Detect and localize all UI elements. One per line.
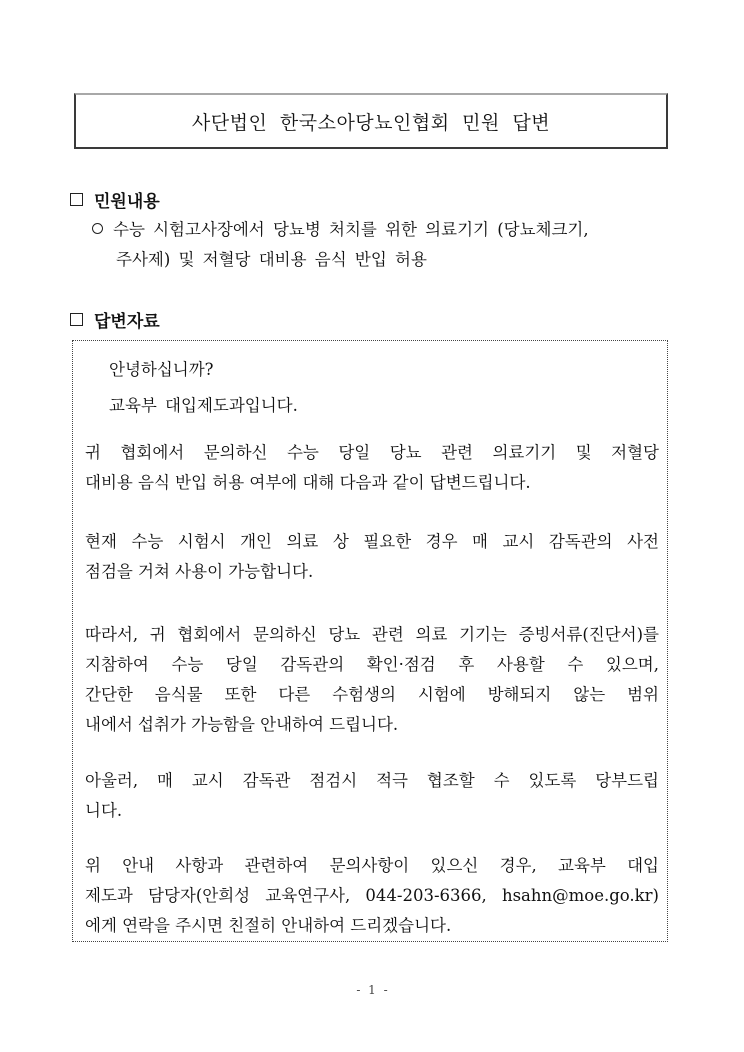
document-title: 사단법인 한국소아당뇨인협회 민원 답변	[191, 111, 551, 134]
paragraph-line: 에게 연락을 주시면 친절히 안내하여 드리겠습니다.	[85, 916, 452, 935]
section-heading-complaint	[70, 187, 160, 212]
complaint-bullet-line-2: 주사제) 및 저혈당 대비용 음식 반입 허용	[116, 250, 427, 269]
page-number: - 1 -	[356, 983, 388, 997]
answer-paragraph-2	[85, 527, 659, 587]
document-title-box	[74, 93, 668, 149]
paragraph-line: 지참하여 수능 당일 감독관의 확인·점검 후 사용할 수 있으며,	[85, 655, 659, 674]
paragraph-line: 아울러, 매 교시 감독관 점검시 적극 협조할 수 있도록 당부드립	[85, 771, 659, 790]
complaint-bullet-line-1: 수능 시험고사장에서 당뇨병 처치를 위한 의료기기 (당뇨체크기,	[113, 220, 589, 239]
paragraph-line: 귀 협회에서 문의하신 수능 당일 당뇨 관련 의료기기 및 저혈당	[85, 443, 659, 462]
section-heading-complaint-label: 민원내용	[94, 192, 160, 212]
paragraph-line: 제도과 담당자(안희성 교육연구사, 044-203-6366, hsahn@moe.go.kr)	[85, 886, 659, 905]
paragraph-line: 따라서, 귀 협회에서 문의하신 당뇨 관련 의료 기기는 증빙서류(진단서)를	[85, 625, 659, 644]
square-outline-icon	[70, 193, 83, 206]
greeting-line-2: 교육부 대입제도과입니다.	[109, 396, 298, 415]
complaint-content	[92, 215, 682, 275]
paragraph-line: 점검을 거쳐 사용이 가능합니다.	[85, 562, 314, 581]
answer-box	[72, 340, 668, 942]
circle-outline-icon	[92, 223, 103, 234]
paragraph-line: 니다.	[85, 801, 123, 820]
paragraph-line: 현재 수능 시험시 개인 의료 상 필요한 경우 매 교시 감독관의 사전	[85, 532, 659, 551]
answer-paragraph-4	[85, 766, 659, 826]
complaint-bullet	[92, 215, 682, 245]
answer-paragraph-1	[85, 438, 659, 498]
paragraph-line: 내에서 섭취가 가능함을 안내하여 드립니다.	[85, 715, 399, 734]
answer-paragraph-5	[85, 851, 659, 941]
section-heading-answer	[70, 307, 160, 332]
greeting-line-1: 안녕하십니까?	[109, 360, 214, 379]
paragraph-line: 대비용 음식 반입 허용 여부에 대해 다음과 같이 답변드립니다.	[85, 473, 531, 492]
section-heading-answer-label: 답변자료	[94, 312, 160, 332]
answer-paragraph-3	[85, 620, 659, 740]
square-outline-icon	[70, 313, 83, 326]
paragraph-line: 간단한 음식물 또한 다른 수험생의 시험에 방해되지 않는 범위	[85, 685, 659, 704]
paragraph-line: 위 안내 사항과 관련하여 문의사항이 있으신 경우, 교육부 대입	[85, 856, 659, 875]
